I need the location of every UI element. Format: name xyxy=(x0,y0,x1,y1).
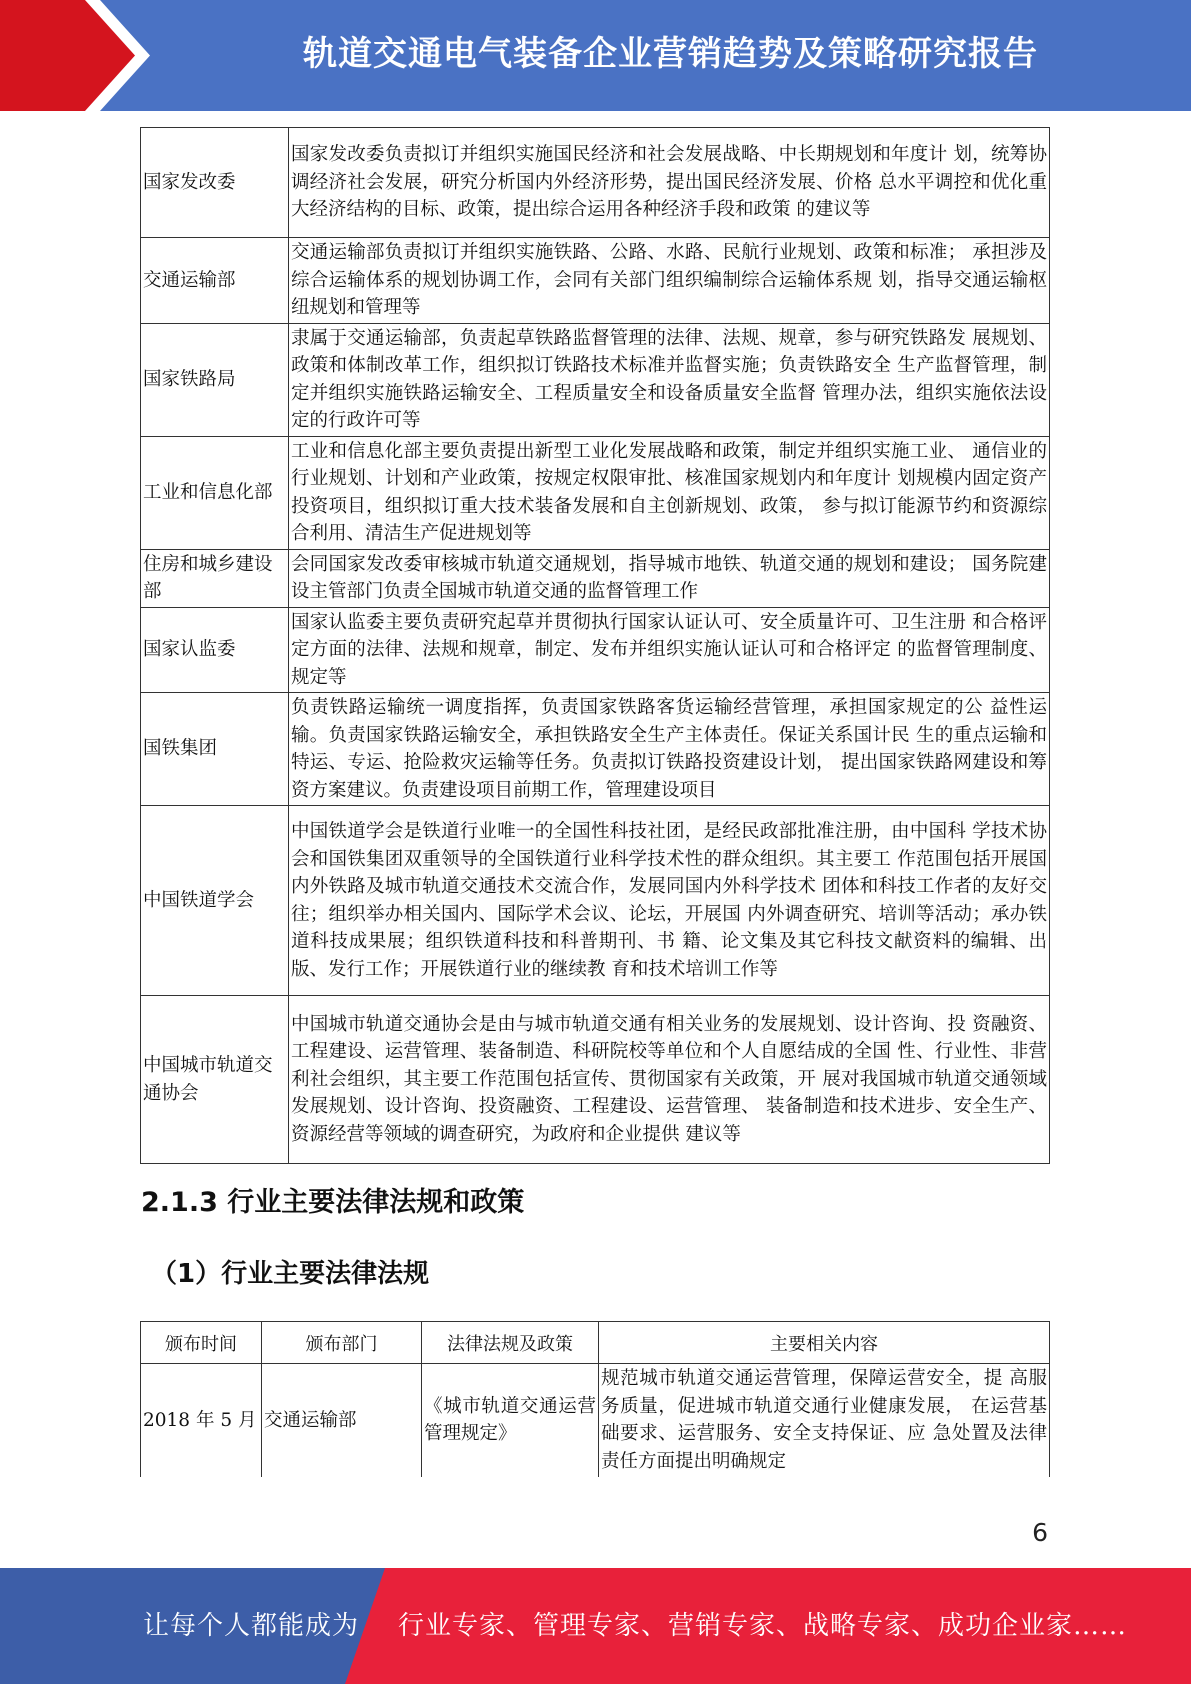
org-name-cell: 交通运输部 xyxy=(141,238,289,324)
org-desc-cell: 中国城市轨道交通协会是由与城市轨道交通有相关业务的发展规划、设计咨询、投 资融资、工程建设、运营管理、装备制造、科研院校等单位和个人自愿结成的全国 性、行业性、非营利社会组织，其主要工作范围包括宣传、贯彻国家有关政策，开 展对我国城市轨道交通领域发展规划、设计咨询、投资融资、工程建设、运营管理、 装备制造和技术进步、安全生产、资源经营等领域的调查研究，为政府和企业提供 建议等 xyxy=(289,996,1050,1164)
date-cell: 2018 年 5 月 xyxy=(141,1364,262,1477)
org-name-cell: 中国铁道学会 xyxy=(141,806,289,996)
table-header-row xyxy=(141,1322,1050,1364)
section-heading: 2.1.3 行业主要法律法规和政策 xyxy=(141,1187,525,1218)
policy-cell: 《城市轨道交通运营管理规定》 xyxy=(422,1364,599,1477)
table-row xyxy=(141,436,1050,549)
column-header: 主要相关内容 xyxy=(599,1322,1050,1364)
table-row xyxy=(141,323,1050,436)
org-name-cell: 工业和信息化部 xyxy=(141,436,289,549)
laws-regulations-table xyxy=(140,1321,1050,1477)
report-title: 轨道交通电气装备企业营销趋势及策略研究报告 xyxy=(303,34,1038,74)
page-footer-banner xyxy=(0,1568,1191,1684)
table-row xyxy=(141,549,1050,607)
org-desc-cell: 国家认监委主要负责研究起草并贯彻执行国家认证认可、安全质量许可、卫生注册 和合格评定方面的法律、法规和规章，制定、发布并组织实施认证认可和合格评定 的监督管理制度、规定等 xyxy=(289,607,1050,693)
org-name-cell: 国铁集团 xyxy=(141,693,289,806)
org-desc-cell: 负责铁路运输统一调度指挥，负责国家铁路客货运输经营管理，承担国家规定的公 益性运输。负责国家铁路运输安全，承担铁路安全生产主体责任。保证关系国计民 生的重点运输和特运、专运、抢险救灾运输等任务。负责拟订铁路投资建设计划， 提出国家铁路网建设和筹资方案建议。负责建设项目前期工作，管理建设项目 xyxy=(289,693,1050,806)
footer-left-text: 让每个人都能成为 xyxy=(143,1611,360,1641)
org-name-cell: 中国城市轨道交通协会 xyxy=(141,996,289,1164)
org-name-cell: 国家认监委 xyxy=(141,607,289,693)
org-name-cell: 国家铁路局 xyxy=(141,323,289,436)
sub-heading: （1）行业主要法律法规 xyxy=(151,1259,430,1289)
dept-cell: 交通运输部 xyxy=(262,1364,422,1477)
org-desc-cell: 隶属于交通运输部，负责起草铁路监督管理的法律、法规、规章，参与研究铁路发 展规划、政策和体制改革工作，组织拟订铁路技术标准并监督实施；负责铁路安全 生产监督管理，制定并组织实施铁路运输安全、工程质量安全和设备质量安全监督 管理办法，组织实施依法设定的行政许可等 xyxy=(289,323,1050,436)
org-desc-cell: 工业和信息化部主要负责提出新型工业化发展战略和政策，制定并组织实施工业、 通信业的行业规划、计划和产业政策，按规定权限审批、核准国家规划内和年度计 划规模内固定资产投资项目，组织拟订重大技术装备发展和自主创新规划、政策， 参与拟订能源节约和资源综合利用、清洁生产促进规划等 xyxy=(289,436,1050,549)
org-name-cell: 国家发改委 xyxy=(141,128,289,238)
table-row xyxy=(141,693,1050,806)
table-row xyxy=(141,806,1050,996)
header-chevron-icon xyxy=(0,0,160,111)
table-row xyxy=(141,607,1050,693)
footer-right-text: 行业专家、管理专家、营销专家、战略专家、成功企业家…… xyxy=(398,1611,1128,1641)
page-number: 6 xyxy=(1032,1518,1048,1547)
content-cell: 规范城市轨道交通运营管理，保障运营安全，提 高服务质量，促进城市轨道交通行业健康发展， 在运营基础要求、运营服务、安全支持保证、应 急处置及法律责任方面提出明确规定 xyxy=(599,1364,1050,1477)
column-header: 颁布时间 xyxy=(141,1322,262,1364)
table-row xyxy=(141,238,1050,324)
page-header-banner xyxy=(0,0,1191,111)
org-desc-cell: 国家发改委负责拟订并组织实施国民经济和社会发展战略、中长期规划和年度计 划，统筹协调经济社会发展，研究分析国内外经济形势，提出国民经济发展、价格 总水平调控和优化重大经济结构的目标、政策，提出综合运用各种经济手段和政策 的建议等 xyxy=(289,128,1050,238)
table-row xyxy=(141,996,1050,1164)
table-row xyxy=(141,1364,1050,1477)
column-header: 颁布部门 xyxy=(262,1322,422,1364)
org-desc-cell: 会同国家发改委审核城市轨道交通规划，指导城市地铁、轨道交通的规划和建设； 国务院建设主管部门负责全国城市轨道交通的监督管理工作 xyxy=(289,549,1050,607)
column-header: 法律法规及政策 xyxy=(422,1322,599,1364)
regulatory-bodies-table xyxy=(140,127,1050,1164)
table-row xyxy=(141,128,1050,238)
org-desc-cell: 中国铁道学会是铁道行业唯一的全国性科技社团，是经民政部批准注册，由中国科 学技术协会和国铁集团双重领导的全国铁道行业科学技术性的群众组织。其主要工 作范围包括开展国内外铁路及城市轨道交通技术交流合作，发展同国内外科学技术 团体和科技工作者的友好交往；组织举办相关国内、国际学术会议、论坛，开展国 内外调查研究、培训等活动；承办铁道科技成果展；组织铁道科技和科普期刊、书 籍、论文集及其它科技文献资料的编辑、出版、发行工作；开展铁道行业的继续教 育和技术培训工作等 xyxy=(289,806,1050,996)
org-name-cell: 住房和城乡建设部 xyxy=(141,549,289,607)
org-desc-cell: 交通运输部负责拟订并组织实施铁路、公路、水路、民航行业规划、政策和标准； 承担涉及综合运输体系的规划协调工作，会同有关部门组织编制综合运输体系规 划，指导交通运输枢纽规划和管理等 xyxy=(289,238,1050,324)
